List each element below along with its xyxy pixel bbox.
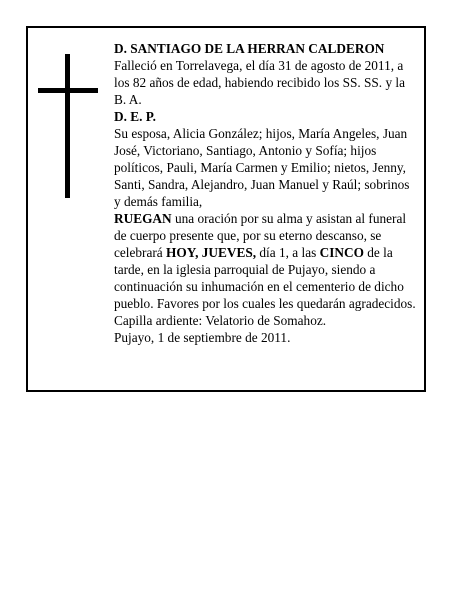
place-date: Pujayo, 1 de septiembre de 2011. [114, 330, 291, 345]
request-text-3: de la tarde, en la iglesia parroquial de Pujayo, siendo a continuación su inhumación en el cementerio de dicho pueblo. Favores por los cuales les quedarán agradecidos. Capilla ardiente: Velatorio de Somahoz. [114, 245, 416, 328]
funeral-hour: CINCO [319, 245, 364, 260]
death-announcement: Falleció en Torrelavega, el día 31 de agosto de 2011, a los 82 años de edad, habiendo recibido los SS. SS. y la B. A. [114, 58, 406, 107]
request-verb: RUEGAN [114, 211, 172, 226]
funeral-day: HOY, JUEVES, [166, 245, 257, 260]
obituary-text [114, 40, 418, 346]
cross-icon [38, 54, 100, 198]
family-list: Su esposa, Alicia González; hijos, María Angeles, Juan José, Victoriano, Santiago, Antonio y Sofía; hijos políticos, Pauli, María Carmen y Emilio; nietos, Jenny, Santi, Sandra, Alejandro, Juan Manuel y Raúl; sobrinos y demás familia, [114, 126, 410, 209]
request-text-2: día 1, a las [256, 245, 320, 260]
funeral-request [114, 210, 418, 329]
rest-in-peace: D. E. P. [114, 109, 156, 124]
cross-horizontal-bar [38, 88, 98, 93]
cross-vertical-bar [65, 54, 70, 198]
deceased-name: D. SANTIAGO DE LA HERRAN CALDERON [114, 41, 385, 56]
obituary-notice [26, 26, 426, 392]
request-text-1: una oración por su alma y asistan al funeral de cuerpo presente que, por su eterno descanso, se celebrará [114, 211, 407, 260]
